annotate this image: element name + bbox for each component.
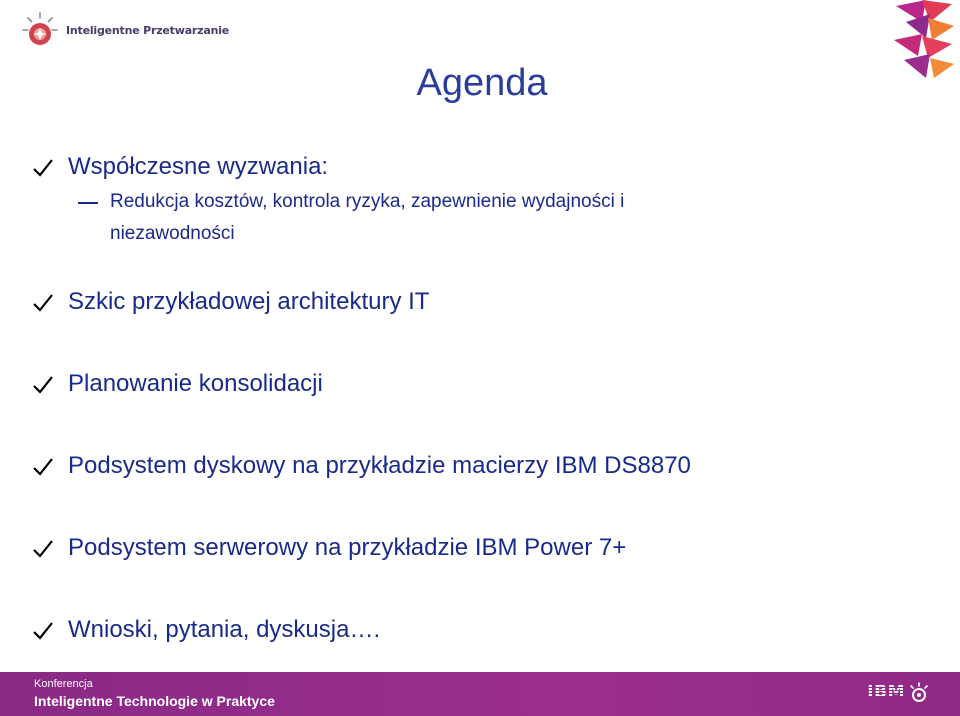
agenda-item-text: Podsystem dyskowy na przykładzie macierzy IBM DS8870 — [68, 452, 691, 479]
check-icon — [32, 375, 54, 395]
check-icon — [32, 158, 54, 178]
agenda-item — [30, 369, 930, 399]
footer-conference-name: Inteligentne Technologie w Praktyce — [34, 693, 275, 709]
check-icon — [32, 293, 54, 313]
check-icon — [32, 621, 54, 641]
ibm-logo — [867, 682, 930, 702]
agenda-item-text: Podsystem serwerowy na przykładzie IBM Power 7+ — [68, 534, 627, 561]
agenda-item-text: Wnioski, pytania, dyskusja…. — [68, 616, 381, 643]
sun-logo-icon — [22, 12, 58, 48]
agenda-item — [30, 615, 930, 645]
check-icon — [32, 457, 54, 477]
agenda-item-text: Szkic przykładowej architektury IT — [68, 288, 430, 315]
agenda-item-text: Planowanie konsolidacji — [68, 370, 323, 397]
check-icon — [32, 539, 54, 559]
dash-icon — [78, 202, 98, 204]
agenda-item — [30, 287, 930, 317]
ibm-logo-text: IBM — [867, 682, 905, 702]
agenda-item-text: Współczesne wyzwania: — [68, 153, 329, 180]
agenda-item — [30, 152, 930, 182]
agenda-subitem — [30, 186, 750, 250]
top-left-logo — [22, 12, 229, 48]
slide-title: Agenda — [416, 62, 548, 104]
agenda-list — [30, 150, 930, 645]
agenda-subitem-text: Redukcja kosztów, kontrola ryzyka, zapewnienie wydajności i niezawodności — [110, 191, 625, 244]
footer-conference-label: Konferencja — [34, 678, 93, 690]
agenda-item — [30, 451, 930, 481]
ibm-sun-icon — [908, 682, 930, 702]
logo-text: Inteligentne Przetwarzanie — [66, 23, 230, 37]
footer-bar — [0, 672, 960, 716]
agenda-item — [30, 533, 930, 563]
